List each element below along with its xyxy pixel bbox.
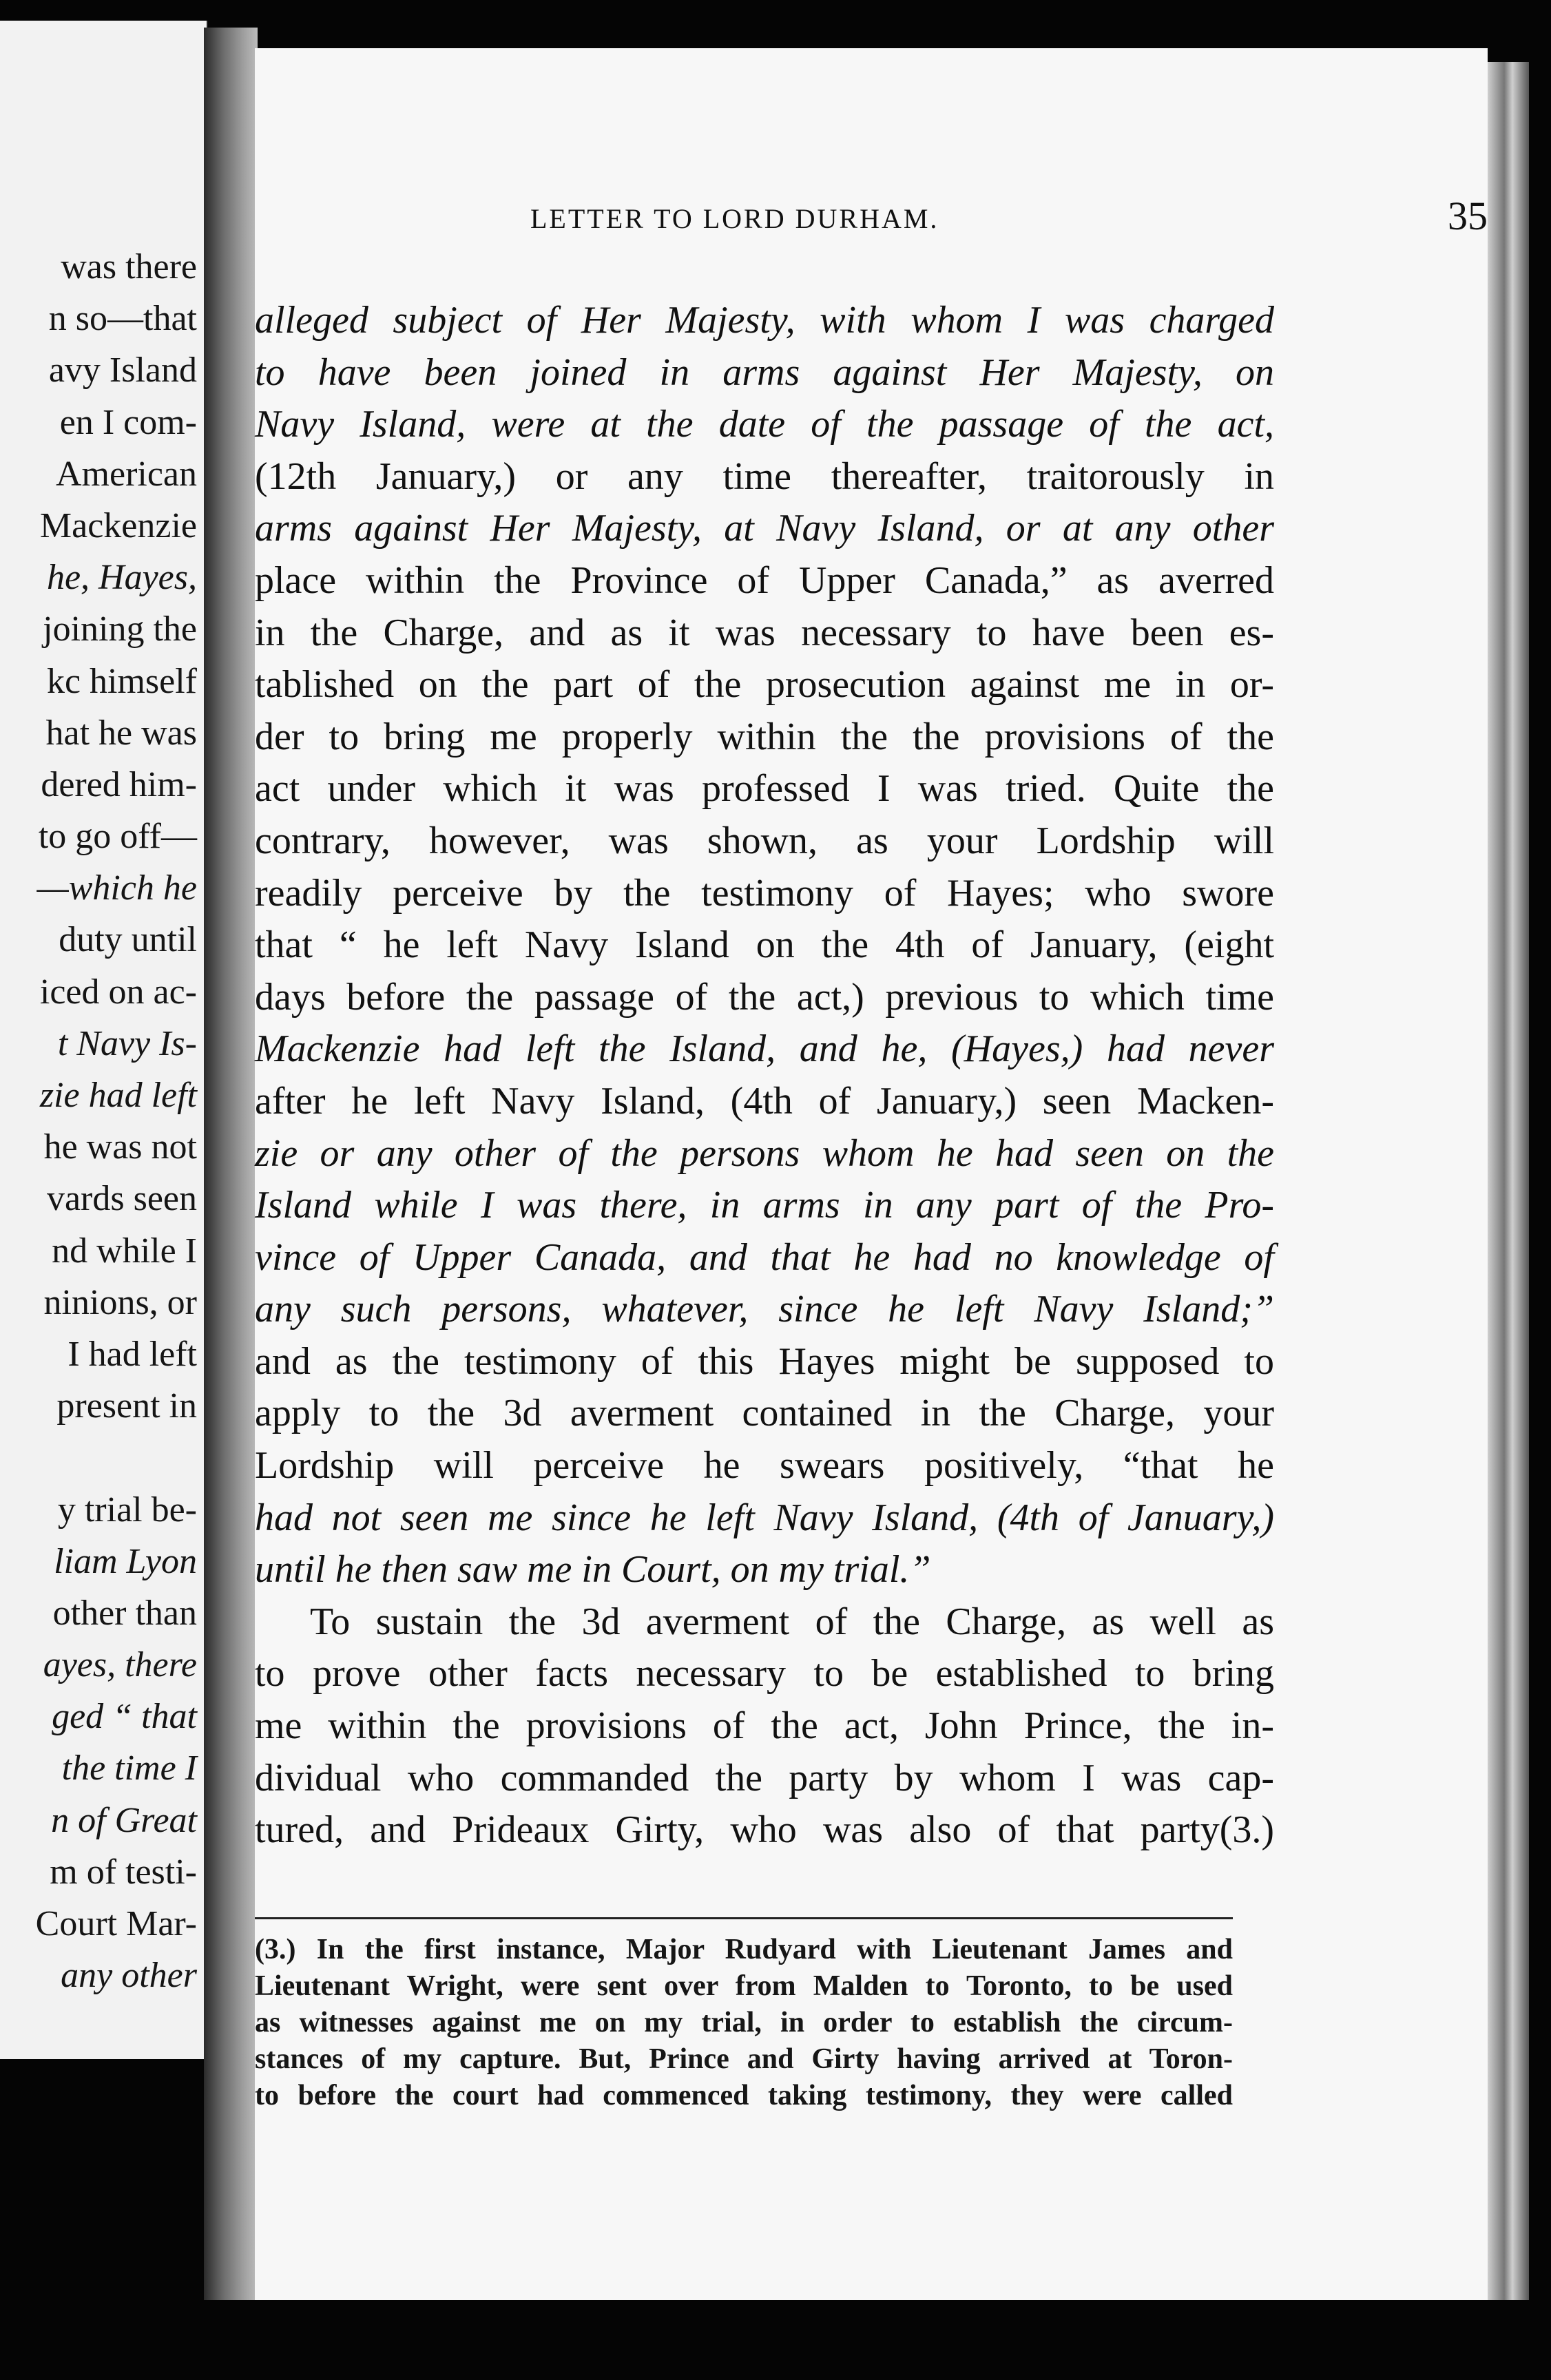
body-line: Lordship will perceive he swears positively, “that he xyxy=(255,1444,1274,1488)
body-line: in the Charge, and as it was necessary to have been es- xyxy=(255,611,1274,654)
left-line: he, Hayes, xyxy=(46,558,197,598)
body-line: alleged subject of Her Majesty, with whom I was charged xyxy=(255,299,1274,342)
left-line: American xyxy=(55,454,197,494)
left-line: the time I xyxy=(61,1749,197,1788)
left-line: liam Lyon xyxy=(54,1541,197,1581)
left-line: he was not xyxy=(43,1127,197,1167)
body-line: zie or any other of the persons whom he had seen on the xyxy=(255,1131,1274,1175)
main-page xyxy=(255,48,1488,2300)
body-line: days before the passage of the act,) previous to which time xyxy=(255,975,1274,1019)
left-line: m of testi- xyxy=(50,1852,197,1892)
body-line: vince of Upper Canada, and that he had no knowledge of xyxy=(255,1235,1274,1279)
left-line: t Navy Is- xyxy=(57,1023,197,1063)
left-page-text xyxy=(0,241,197,2001)
page-stack-edge xyxy=(1488,62,1529,2300)
left-line: avy Island xyxy=(48,351,197,390)
body-line: tablished on the part of the prosecution against me in or- xyxy=(255,663,1274,707)
footnote-line: as witnesses against me on my trial, in order to establish the circum- xyxy=(255,2007,1233,2038)
left-line: joining the xyxy=(43,609,197,649)
left-line: en I com- xyxy=(59,402,197,442)
left-line: ayes, there xyxy=(43,1645,197,1685)
left-line: ged “ that xyxy=(52,1697,197,1737)
left-facing-page xyxy=(0,21,208,2059)
body-line: had not seen me since he left Navy Island, (4th of January,) xyxy=(255,1496,1274,1539)
body-line: (12th January,) or any time thereafter, traitorously in xyxy=(255,455,1274,498)
left-line: dered him- xyxy=(41,764,197,804)
left-line: duty until xyxy=(59,920,197,960)
footnote xyxy=(255,1932,1233,2114)
body-line: after he left Navy Island, (4th of January,) seen Macken- xyxy=(255,1079,1274,1123)
body-line: any such persons, whatever, since he left Navy Island;” xyxy=(255,1288,1274,1331)
left-line: —which he xyxy=(37,868,197,908)
body-line: me within the provisions of the act, John Prince, the in- xyxy=(255,1704,1274,1748)
body-line: contrary, however, was shown, as your Lordship will xyxy=(255,819,1274,862)
running-head: LETTER TO LORD DURHAM. xyxy=(530,203,939,234)
body-line: and as the testimony of this Hayes might be supposed to xyxy=(255,1339,1274,1383)
left-line: Court Mar- xyxy=(35,1904,197,1943)
left-line: Mackenzie xyxy=(39,505,197,545)
body-line: Island while I was there, in arms in any part of the Pro- xyxy=(255,1184,1274,1227)
footnote-line: stances of my capture. But, Prince and Girty having arrived at Toron- xyxy=(255,2043,1233,2075)
footnote-line: (3.) In the first instance, Major Rudyard with Lieutenant James and xyxy=(255,1934,1233,1965)
body-line: apply to the 3d averment contained in the Charge, your xyxy=(255,1392,1274,1435)
left-line: to go off— xyxy=(38,817,197,857)
body-line: der to bring me properly within the the provisions of the xyxy=(255,715,1274,758)
footnote-line: Lieutenant Wright, were sent over from Malden to Toronto, to be used xyxy=(255,1970,1233,2002)
body-line: Mackenzie had left the Island, and he, (Hayes,) had never xyxy=(255,1027,1274,1071)
body-line: until he then saw me in Court, on my trial.” xyxy=(255,1548,931,1591)
left-line: iced on ac- xyxy=(39,972,197,1012)
body-text xyxy=(255,295,1274,1857)
body-line: that “ he left Navy Island on the 4th of January, (eight xyxy=(255,923,1274,967)
body-line: to prove other facts necessary to be established to bring xyxy=(255,1652,1274,1695)
body-line: tured, and Prideaux Girty, who was also of that party(3.) xyxy=(255,1808,1274,1852)
left-line: n so—that xyxy=(48,299,197,339)
page-header xyxy=(255,194,1488,256)
left-line: present in xyxy=(56,1386,197,1426)
left-line: nd while I xyxy=(52,1231,197,1271)
left-line: n of Great xyxy=(51,1800,197,1840)
left-line: other than xyxy=(52,1593,197,1633)
left-line: zie had left xyxy=(39,1076,197,1115)
footnote-rule xyxy=(255,1917,1233,1919)
body-line: act under which it was professed I was tried. Quite the xyxy=(255,767,1274,811)
left-line: ninions, or xyxy=(43,1282,197,1322)
left-line: y trial be- xyxy=(57,1490,197,1530)
body-line: To sustain the 3d averment of the Charge, as well as xyxy=(310,1600,1274,1643)
body-line: Navy Island, were at the date of the passage of the act, xyxy=(255,403,1274,446)
left-line xyxy=(0,1432,197,1483)
left-line: hat he was xyxy=(45,713,197,753)
left-line: was there xyxy=(61,247,197,286)
left-line: I had left xyxy=(67,1334,197,1374)
body-line: dividual who commanded the party by whom I was cap- xyxy=(255,1756,1274,1799)
footnote-line: to before the court had commenced taking testimony, they were called xyxy=(255,2080,1233,2111)
body-line: place within the Province of Upper Canada,” as averred xyxy=(255,559,1274,602)
left-line: kc himself xyxy=(46,661,197,701)
page-number: 35 xyxy=(1448,194,1488,238)
left-line: vards seen xyxy=(46,1179,197,1219)
left-line: any other xyxy=(61,1956,197,1996)
body-line: arms against Her Majesty, at Navy Island, or at any other xyxy=(255,507,1274,550)
book-gutter-shadow xyxy=(204,28,258,2300)
body-line: to have been joined in arms against Her Majesty, on xyxy=(255,351,1274,394)
body-line: readily perceive by the testimony of Hayes; who swore xyxy=(255,871,1274,915)
